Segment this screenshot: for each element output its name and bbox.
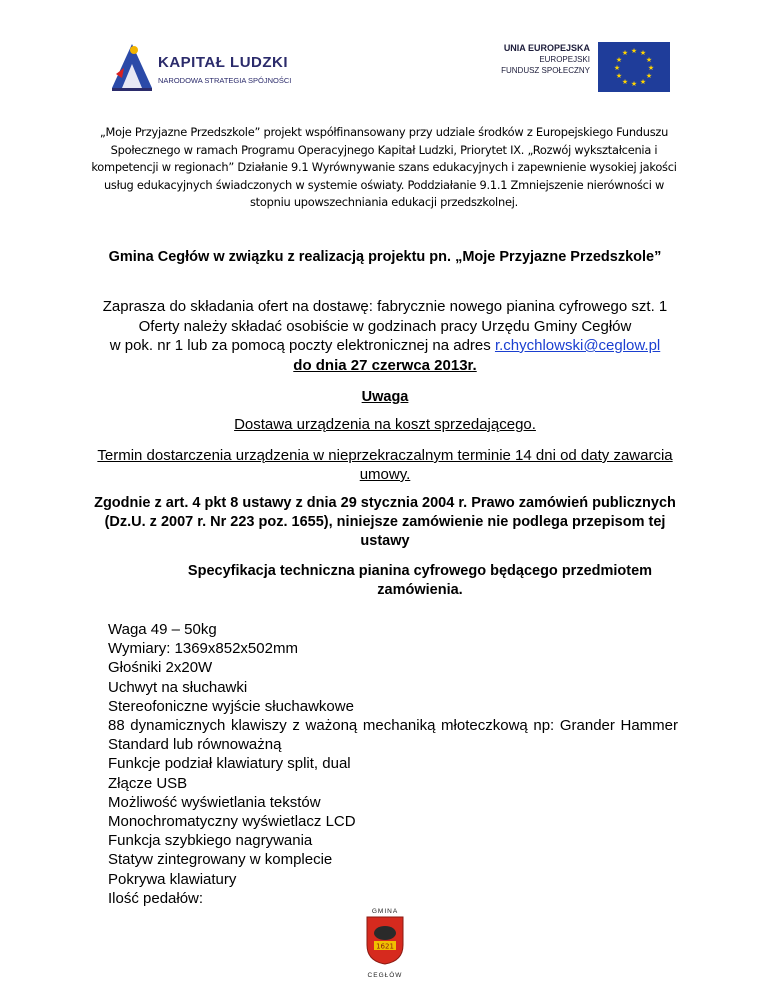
- spec-item: Funkcja szybkiego nagrywania: [108, 832, 313, 850]
- email-link[interactable]: r.chychlowski@ceglow.pl: [494, 337, 661, 354]
- town-label: CEGŁÓW: [367, 972, 403, 979]
- svg-text:★: ★: [615, 56, 623, 64]
- eu-line-1: EUROPEJSKI: [539, 55, 590, 64]
- spec-item: Funkcje podział klawiatury split, dual: [108, 755, 351, 773]
- spec-item: Statyw zintegrowany w komplecie: [108, 851, 333, 869]
- offer-title: Gmina Cegłów w związku z realizacją projektu pn. „Moje Przyjazne Przedszkole”: [108, 249, 662, 265]
- eu-logo: [470, 42, 670, 98]
- spec-item: Wymiary: 1369x852x502mm: [108, 640, 298, 658]
- spec-list: [108, 620, 678, 908]
- eu-flag-icon: [598, 42, 670, 92]
- svg-text:★: ★: [613, 64, 621, 72]
- offer-line-2: Oferty należy składać osobiście w godzinach pracy Urzędu Gminy Cegłów: [138, 317, 632, 335]
- kapital-ludzki-emblem-icon: [108, 36, 156, 96]
- gmina-ceglow-logo: [358, 908, 412, 990]
- svg-text:★: ★: [630, 80, 638, 88]
- svg-text:★: ★: [647, 64, 655, 72]
- project-intro: „Moje Przyjazne Przedszkole” projekt współfinansowany przy udziale środków z Europejskiego Funduszu Społecznego w ramach Programu Operacyjnego Kapitał Ludzki, Priorytet IX. „Rozwój wykształcenia i kompetencji w regionach” Działanie 9.1 Wyrównywanie szans edukacyjnych i zapewnienie wysokiej jakości usług edukacyjnych świadczonych w systemie oświaty. Poddziałanie 9.1.1 Zmniejszenie nierówności w stopniu upowszechniania edukacji przedszkolnej.: [91, 125, 677, 209]
- eu-title: UNIA EUROPEJSKA: [503, 43, 590, 53]
- spec-item: 88 dynamicznych klawiszy z ważoną mechaniką młoteczkową np: Grander Hammer Standard lub równoważną: [108, 717, 678, 754]
- offer-deadline: do dnia 27 czerwca 2013r.: [293, 356, 477, 374]
- legal-notice: Zgodnie z art. 4 pkt 8 ustawy z dnia 29 stycznia 2004 r. Prawo zamówień publicznych (Dz.U. z 2007 r. Nr 223 poz. 1655), niniejsze zamówienie nie podlega przepisom tej ustawy: [94, 495, 676, 549]
- notice-title: Uwaga: [361, 389, 409, 405]
- spec-item: Uchwyt na słuchawki: [108, 678, 248, 696]
- spec-item: Głośniki 2x20W: [108, 659, 213, 677]
- offer-line-1: Zaprasza do składania ofert na dostawę: fabrycznie nowego pianina cyfrowego szt. 1: [102, 298, 668, 315]
- delivery-term: Termin dostarczenia urządzenia w nieprzekraczalnym terminie 14 dni od daty zawarcia umowy.: [97, 447, 673, 483]
- spec-item: Waga 49 – 50kg: [108, 621, 217, 638]
- spec-title: Specyfikacja techniczna pianina cyfrowego będącego przedmiotem zamówienia.: [187, 563, 653, 598]
- svg-text:★: ★: [615, 72, 623, 80]
- spec-item: Ilość pedałów:: [108, 889, 204, 907]
- svg-text:★: ★: [630, 47, 638, 55]
- spec-item: Monochromatyczny wyświetlacz LCD: [108, 813, 356, 831]
- header: [0, 28, 768, 98]
- svg-text:★: ★: [645, 72, 653, 80]
- kapital-ludzki-title: KAPITAŁ LUDZKI: [158, 54, 289, 71]
- svg-text:★: ★: [645, 56, 653, 64]
- crest-year: 1621: [376, 942, 394, 951]
- spec-item: Możliwość wyświetlania tekstów: [108, 793, 321, 811]
- spec-item: Złącze USB: [108, 774, 188, 792]
- gmina-label: GMINA: [371, 908, 399, 915]
- eu-line-2: FUNDUSZ SPOŁECZNY: [501, 66, 590, 75]
- spec-item: Pokrywa klawiatury: [108, 870, 237, 888]
- coat-of-arms-icon: [365, 915, 405, 965]
- svg-text:★: ★: [639, 49, 647, 57]
- kapital-ludzki-subtitle: NARODOWA STRATEGIA SPÓJNOŚCI: [158, 76, 292, 85]
- eu-text: [501, 42, 590, 76]
- offer-text: [90, 297, 680, 375]
- delivery-notice: Dostawa urządzenia na koszt sprzedającego.: [234, 416, 536, 433]
- spec-item: Stereofoniczne wyjście słuchawkowe: [108, 697, 354, 715]
- svg-text:★: ★: [621, 49, 629, 57]
- svg-text:★: ★: [621, 78, 629, 86]
- kapital-ludzki-logo: [108, 36, 318, 98]
- offer-line-3-text: w pok. nr 1 lub za pomocą poczty elektronicznej na adres: [109, 337, 491, 354]
- svg-text:★: ★: [639, 78, 647, 86]
- offer-line-3: [90, 336, 680, 356]
